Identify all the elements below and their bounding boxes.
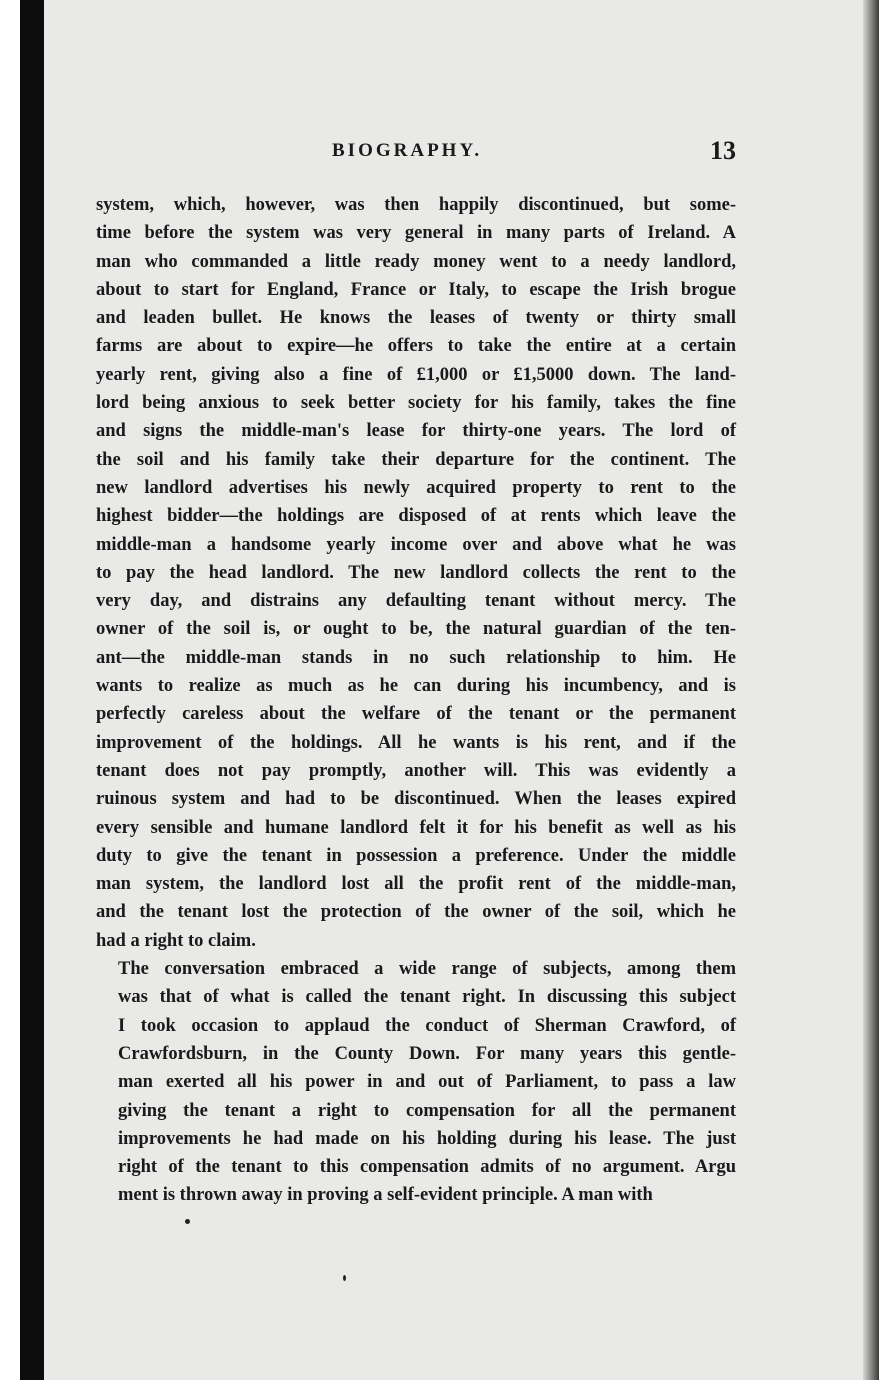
paragraph (96, 191, 736, 955)
text-line: every sensible and humane landlord felt it for his benefit as well as his (96, 817, 736, 838)
book-spine-shadow (20, 0, 44, 1380)
text-line: improvements he had made on his holding during his lease. The just (118, 1128, 736, 1149)
text-line: new landlord advertises his newly acquired property to rent to the (96, 477, 736, 498)
text-line: man who commanded a little ready money went to a needy landlord, (96, 251, 736, 272)
text-line: man exerted all his power in and out of Parliament, to pass a law (118, 1072, 736, 1093)
text-line: the soil and his family take their departure for the continent. The (96, 449, 736, 470)
text-line: system, which, however, was then happily discontinued, but some- (96, 195, 736, 215)
page-edge-shadow (863, 0, 879, 1380)
text-line: farms are about to expire—he offers to take the entire at a certain (96, 336, 736, 357)
text-line: ment is thrown away in proving a self-evident principle. A man with (118, 1185, 653, 1206)
speck-mark (185, 1219, 190, 1224)
text-line: wants to realize as much as he can during his incumbency, and is (96, 676, 736, 697)
text-line: lord being anxious to seek better society for his family, takes the fine (96, 393, 736, 414)
text-line: I took occasion to applaud the conduct of Sherman Crawford, of (118, 1015, 736, 1036)
text-line: and the tenant lost the protection of the owner of the soil, which he (96, 902, 736, 923)
page-header (96, 136, 736, 170)
scan-margin (0, 0, 20, 1380)
text-line: yearly rent, giving also a fine of £1,000 or £1,5000 down. The land- (96, 364, 736, 385)
page-number: 13 (710, 136, 736, 165)
speck-mark (343, 1275, 346, 1281)
text-line: owner of the soil is, or ought to be, the natural guardian of the ten- (96, 619, 736, 640)
text-line: about to start for England, France or Italy, to escape the Irish brogue (96, 279, 736, 300)
text-line: and signs the middle-man's lease for thirty-one years. The lord of (96, 421, 736, 442)
running-head: BIOGRAPHY. (332, 140, 483, 161)
text-line: time before the system was very general in many parts of Ireland. A (96, 223, 736, 244)
paragraph (96, 955, 736, 1210)
text-line: had a right to claim. (96, 930, 256, 951)
text-line: and leaden bullet. He knows the leases of twenty or thirty small (96, 308, 736, 329)
text-line: The conversation embraced a wide range of subjects, among them (118, 959, 736, 980)
text-line: to pay the head landlord. The new landlord collects the rent to the (96, 562, 736, 583)
text-line: Crawfordsburn, in the County Down. For many years this gentle- (118, 1043, 736, 1064)
text-line: was that of what is called the tenant right. In discussing this subject (118, 987, 736, 1008)
text-line: improvement of the holdings. All he wants is his rent, and if the (96, 732, 736, 753)
text-line: perfectly careless about the welfare of the tenant or the permanent (96, 704, 736, 725)
text-line: right of the tenant to this compensation admits of no argument. Argu (118, 1157, 736, 1178)
text-line: very day, and distrains any defaulting tenant without mercy. The (96, 591, 736, 612)
body-text (96, 191, 736, 1210)
text-line: middle-man a handsome yearly income over and above what he was (96, 534, 736, 555)
text-line: duty to give the tenant in possession a preference. Under the middle (96, 845, 736, 866)
text-line: ant—the middle-man stands in no such relationship to him. He (96, 647, 736, 668)
text-line: highest bidder—the holdings are disposed of at rents which leave the (96, 506, 736, 527)
text-line: tenant does not pay promptly, another will. This was evidently a (96, 760, 736, 781)
text-line: man system, the landlord lost all the profit rent of the middle-man, (96, 874, 736, 895)
text-line: giving the tenant a right to compensation for all the permanent (118, 1100, 736, 1121)
text-line: ruinous system and had to be discontinued. When the leases expired (96, 789, 736, 810)
